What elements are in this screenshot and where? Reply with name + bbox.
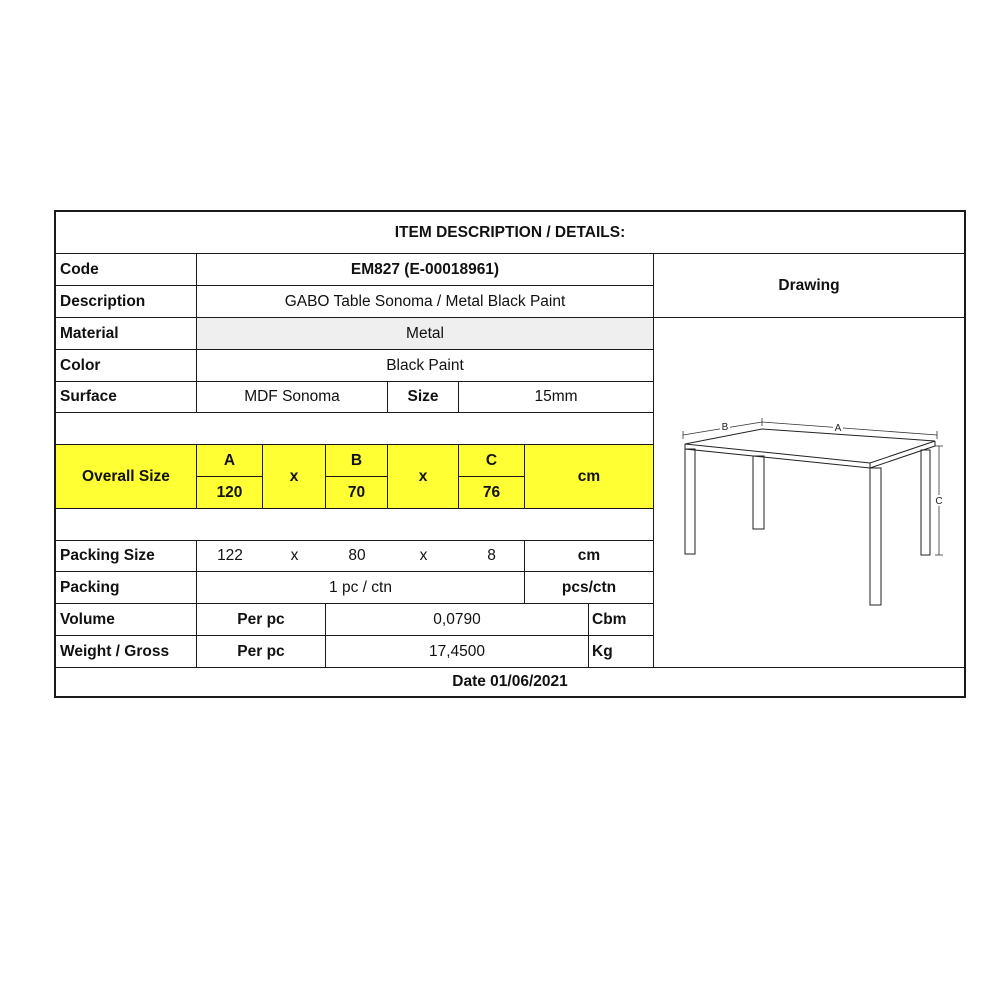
table-leg-front-left (685, 449, 695, 554)
packing-unit: pcs/ctn (525, 572, 654, 604)
table-top-edge (685, 441, 935, 468)
packing-size-unit: cm (525, 541, 654, 572)
packing-sep-1: x (263, 541, 326, 572)
table-leg-back-right (921, 450, 930, 555)
packing-value: 1 pc / ctn (197, 572, 525, 604)
dim-a-text: A (834, 422, 842, 434)
volume-per: Per pc (197, 604, 326, 636)
surface-value: MDF Sonoma (197, 382, 388, 413)
weight-unit: Kg (589, 636, 654, 668)
code-value: EM827 (E-00018961) (197, 254, 654, 286)
volume-label: Volume (56, 604, 197, 636)
drawing-area (654, 318, 964, 668)
spacer-row (56, 509, 654, 541)
dim-sep-2: x (388, 445, 459, 509)
description-value: GABO Table Sonoma / Metal Black Paint (197, 286, 654, 318)
weight-value: 17,4500 (326, 636, 589, 668)
overall-size-unit: cm (525, 445, 654, 509)
dim-a-value: 120 (197, 477, 263, 509)
weight-label: Weight / Gross (56, 636, 197, 668)
volume-unit: Cbm (589, 604, 654, 636)
volume-value: 0,0790 (326, 604, 589, 636)
sheet-title: ITEM DESCRIPTION / DETAILS: (56, 212, 964, 254)
dim-a-label: A (197, 445, 263, 477)
dim-c-value: 76 (459, 477, 525, 509)
code-label: Code (56, 254, 197, 286)
packing-sep-2: x (388, 541, 459, 572)
dim-c-label: C (459, 445, 525, 477)
material-value: Metal (197, 318, 654, 350)
packing-size-label: Packing Size (56, 541, 197, 572)
packing-size-c: 8 (459, 541, 525, 572)
dim-b-value: 70 (326, 477, 388, 509)
size-label: Size (388, 382, 459, 413)
table-top-outline (685, 429, 935, 463)
overall-size-label: Overall Size (56, 445, 197, 509)
table-drawing (654, 318, 964, 668)
dim-b-text: B (721, 421, 729, 433)
table-leg-front-right (870, 468, 881, 605)
color-label: Color (56, 350, 197, 382)
size-value: 15mm (459, 382, 654, 413)
description-label: Description (56, 286, 197, 318)
footer-date: Date 01/06/2021 (452, 673, 568, 690)
dim-b-label: B (326, 445, 388, 477)
weight-per: Per pc (197, 636, 326, 668)
material-label: Material (56, 318, 197, 350)
item-details-sheet (54, 210, 966, 698)
dim-sep-1: x (263, 445, 326, 509)
packing-size-a: 122 (197, 541, 263, 572)
color-value: Black Paint (197, 350, 654, 382)
dim-a-line (762, 422, 937, 435)
spacer-row (56, 413, 654, 445)
packing-label: Packing (56, 572, 197, 604)
table-leg-back-left (753, 456, 764, 529)
drawing-title: Drawing (654, 254, 964, 318)
dim-c-text: C (935, 495, 943, 507)
packing-size-b: 80 (326, 541, 388, 572)
surface-label: Surface (56, 382, 197, 413)
